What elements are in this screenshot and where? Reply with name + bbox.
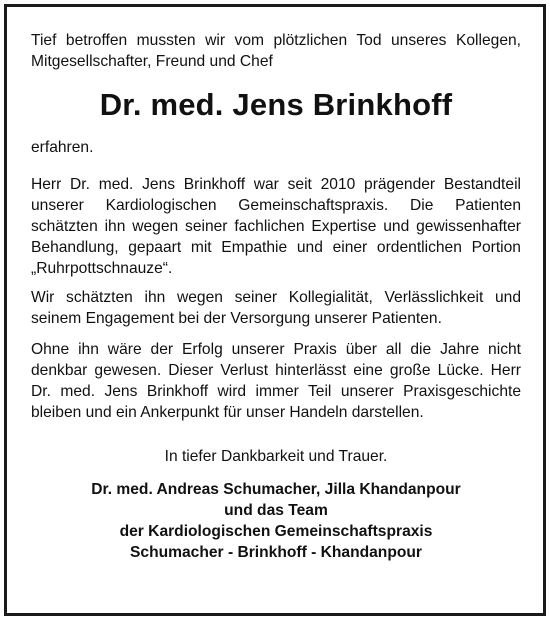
signer-partners: Dr. med. Andreas Schumacher, Jilla Khandanpour <box>91 481 461 498</box>
deceased-name: Dr. med. Jens Brinkhoff <box>99 87 453 122</box>
paragraph-tenure: Herr Dr. med. Jens Brinkhoff war seit 2010 prägender Bestandteil unserer Kardiologischen Gemeinschaftspraxis. Die Patienten schätzten ihn wegen seiner fachlichen Expertise und gewissenhafter Behandlung, gepaart mit Empathie und einer ordentlichen Portion „Ruhrpottschnauze“. <box>31 176 521 277</box>
obituary-notice <box>31 30 521 563</box>
signer-team: und das Team <box>224 502 328 519</box>
intro-text: Tief betroffen mussten wir vom plötzlichen Tod unseres Kollegen, Mitgesellschafter, Freund und Chef <box>31 32 521 70</box>
closing-line: In tiefer Dankbarkeit und Trauer. <box>164 448 388 465</box>
signers-block <box>31 479 521 563</box>
signer-practice-names: Schumacher - Brinkhoff - Khandanpour <box>130 544 422 561</box>
paragraph-collegiality: Wir schätzten ihn wegen seiner Kollegialität, Verlässlichkeit und seinem Engagement bei der Versorgung unserer Patienten. <box>31 289 521 327</box>
after-name-text: erfahren. <box>31 139 94 156</box>
signer-practice: der Kardiologischen Gemeinschaftspraxis <box>119 523 433 540</box>
paragraph-legacy: Ohne ihn wäre der Erfolg unserer Praxis über all die Jahre nicht denkbar gewesen. Dieser Verlust hinterlässt eine große Lücke. Herr Dr. med. Jens Brinkhoff wird immer Teil unserer Praxisgeschichte bleiben und ein Ankerpunkt für unser Handeln darstellen. <box>31 341 521 421</box>
